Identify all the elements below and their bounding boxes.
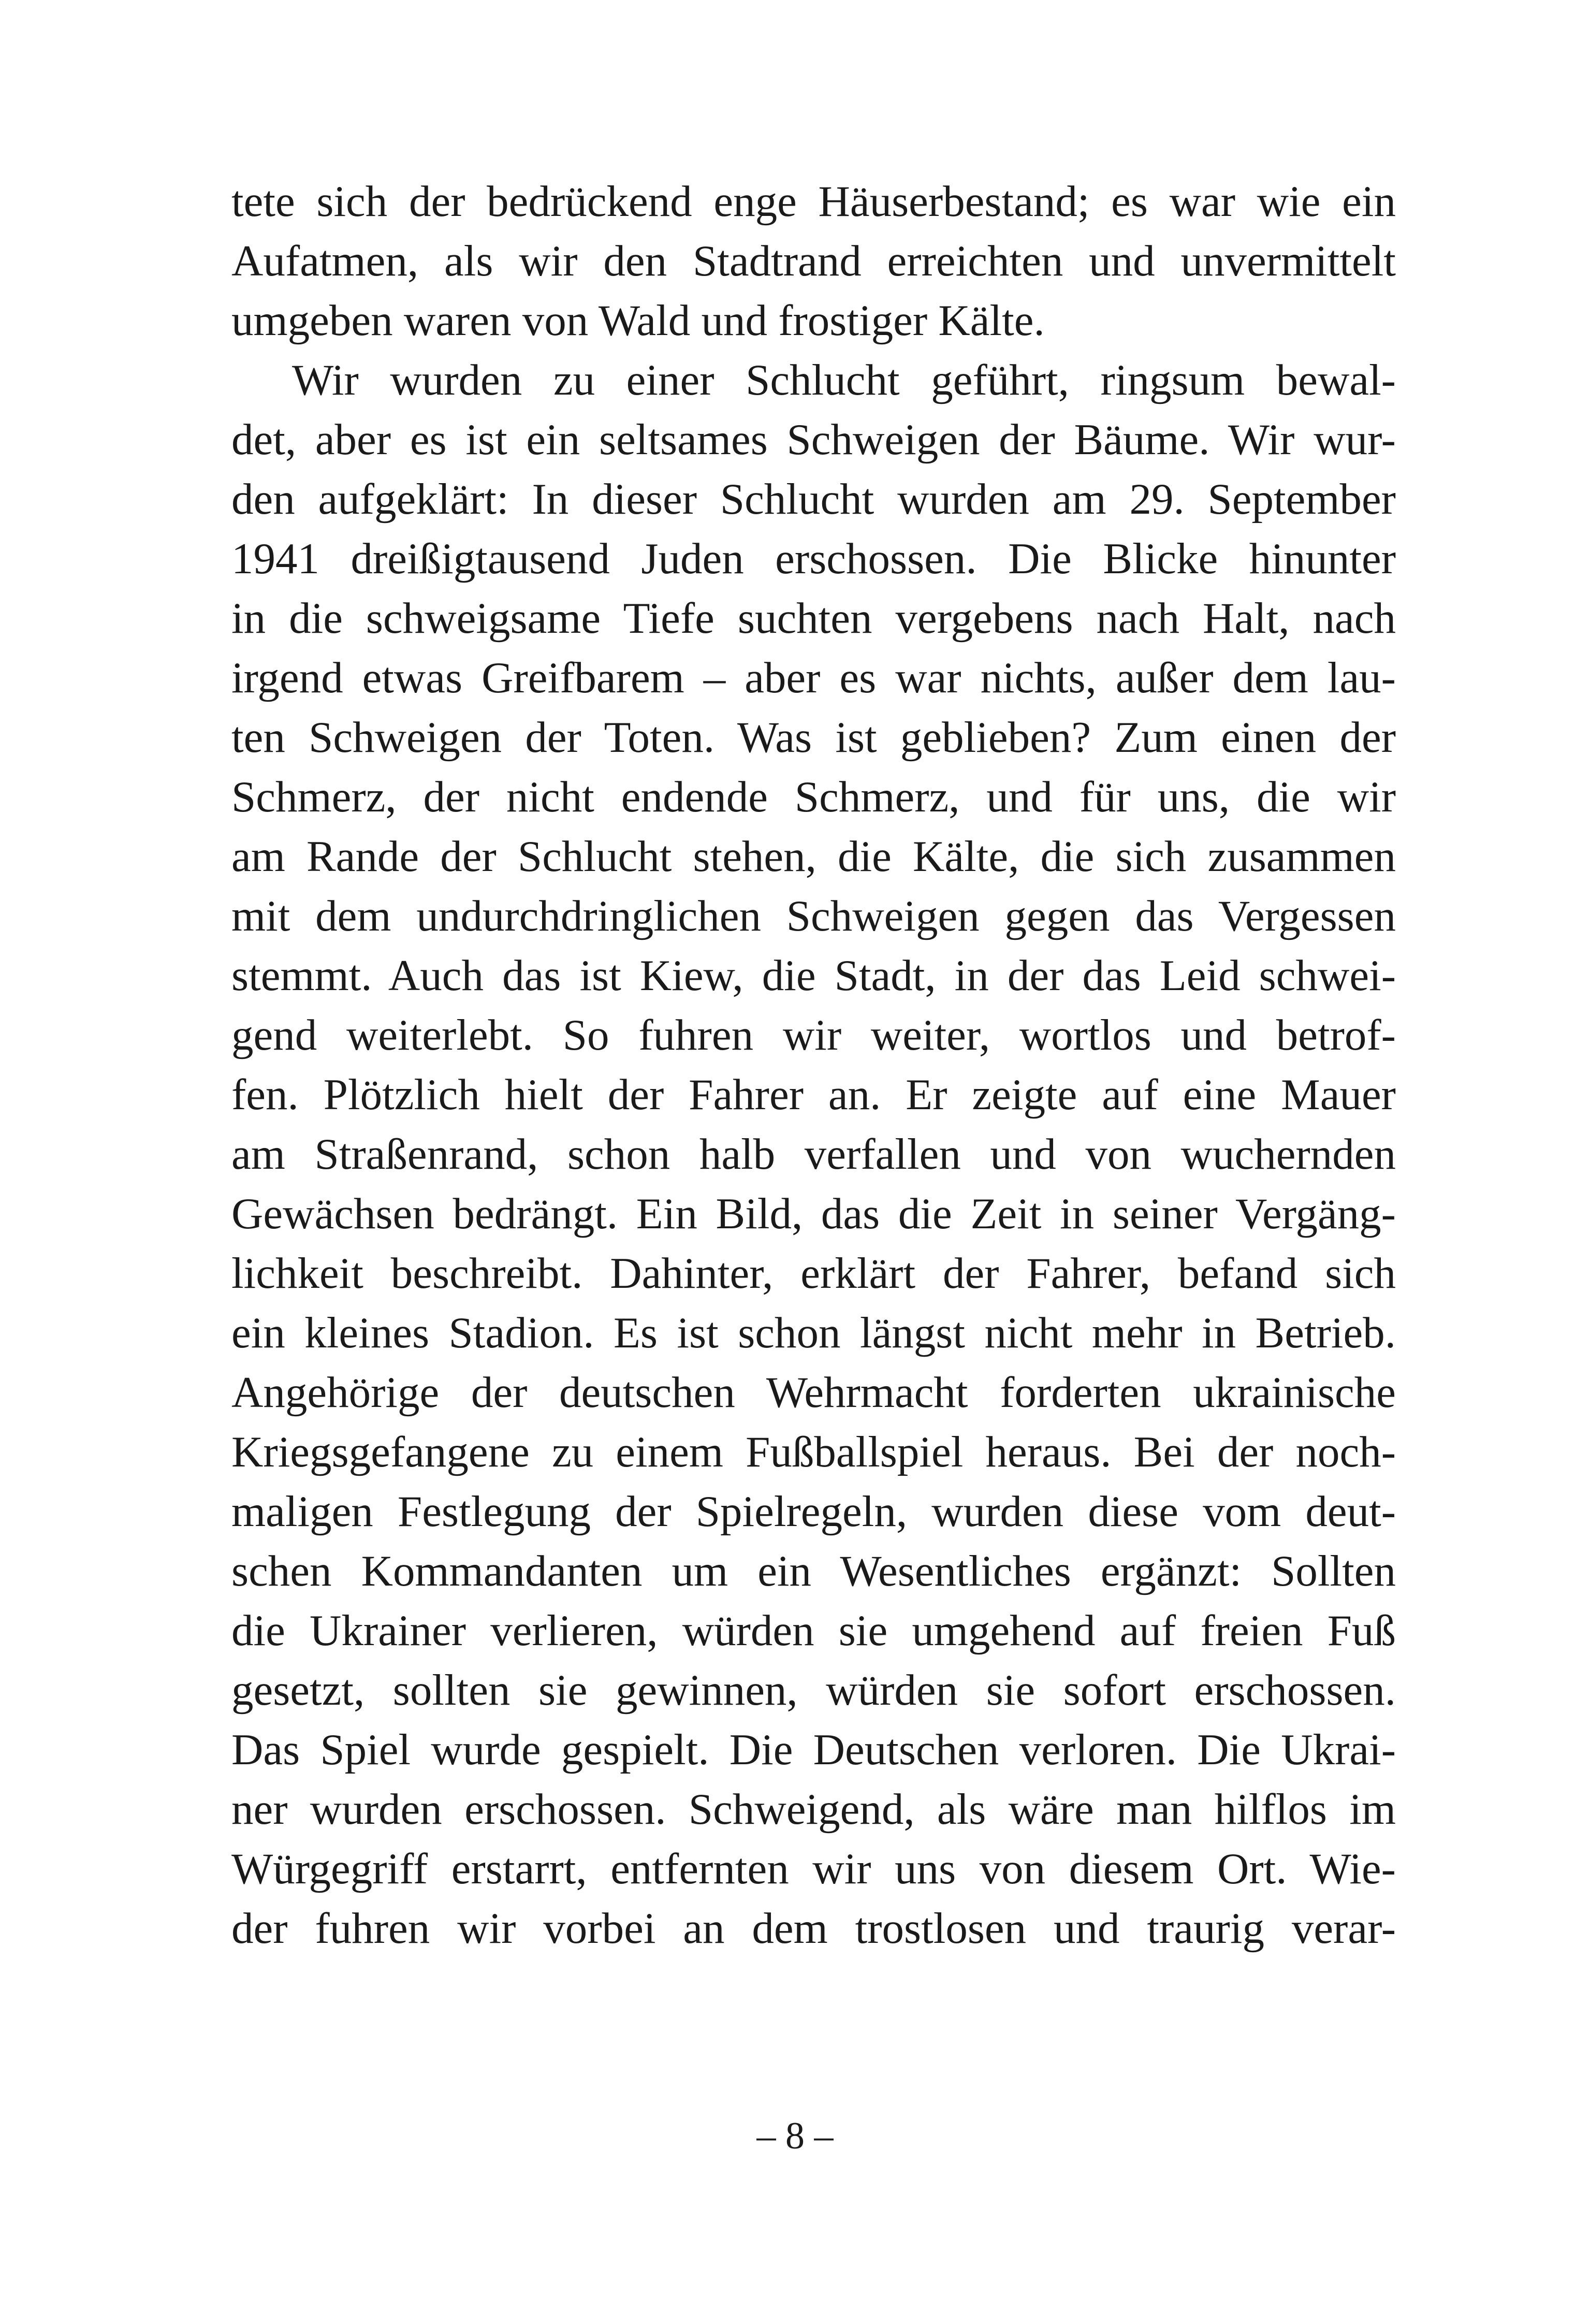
text-line: Schmerz, der nicht endende Schmerz, und für uns, die wir	[231, 773, 1396, 821]
text-line: gend weiterlebt. So fuhren wir weiter, wortlos und betrof-	[231, 1011, 1396, 1059]
text-line: am Rande der Schlucht stehen, die Kälte, die sich zusammen	[231, 832, 1396, 881]
text-line: Gewächsen bedrängt. Ein Bild, das die Zeit in seiner Vergäng-	[231, 1189, 1396, 1238]
text-line: maligen Festlegung der Spielregeln, wurden diese vom deut-	[231, 1487, 1396, 1536]
text-line: fen. Plötzlich hielt der Fahrer an. Er zeigte auf eine Mauer	[231, 1070, 1396, 1119]
text-line: Würgegriff erstarrt, entfernten wir uns von diesem Ort. Wie-	[231, 1844, 1396, 1893]
text-line: ner wurden erschossen. Schweigend, als wäre man hilflos im	[231, 1785, 1396, 1834]
text-line: det, aber es ist ein seltsames Schweigen der Bäume. Wir wur-	[231, 415, 1396, 464]
text-line: irgend etwas Greifbarem – aber es war nichts, außer dem lau-	[231, 653, 1396, 702]
page-number: – 8 –	[756, 2115, 834, 2157]
text-line: schen Kommandanten um ein Wesentliches ergänzt: Sollten	[231, 1547, 1396, 1595]
text-line: 1941 dreißigtausend Juden erschossen. Die Blicke hinunter	[231, 534, 1396, 583]
text-line: der fuhren wir vorbei an dem trostlosen und traurig verar-	[231, 1904, 1396, 1953]
body-text	[231, 172, 1396, 1958]
text-line: tete sich der bedrückend enge Häuserbestand; es war wie ein	[231, 177, 1396, 226]
text-line: die Ukrainer verlieren, würden sie umgehend auf freien Fuß	[231, 1606, 1396, 1655]
text-line: gesetzt, sollten sie gewinnen, würden sie sofort erschossen.	[231, 1666, 1396, 1715]
text-line: stemmt. Auch das ist Kiew, die Stadt, in der das Leid schwei-	[231, 951, 1396, 1000]
text-line: Das Spiel wurde gespielt. Die Deutschen verloren. Die Ukrai-	[231, 1725, 1396, 1774]
text-line: Angehörige der deutschen Wehrmacht forderten ukrainische	[231, 1368, 1396, 1417]
text-line: ten Schweigen der Toten. Was ist geblieben? Zum einen der	[231, 713, 1396, 762]
text-line: Aufatmen, als wir den Stadtrand erreichten und unvermittelt	[231, 237, 1396, 285]
text-line: Kriegsgefangene zu einem Fußballspiel heraus. Bei der noch-	[231, 1428, 1396, 1476]
text-line: ein kleines Stadion. Es ist schon längst nicht mehr in Betrieb.	[231, 1309, 1396, 1357]
text-line: mit dem undurchdringlichen Schweigen gegen das Vergessen	[231, 892, 1396, 940]
paragraph-start-line: Wir wurden zu einer Schlucht geführt, ringsum bewal-	[292, 356, 1396, 404]
text-line: in die schweigsame Tiefe suchten vergebens nach Halt, nach	[231, 594, 1396, 643]
text-line: lichkeit beschreibt. Dahinter, erklärt der Fahrer, befand sich	[231, 1249, 1396, 1298]
text-line: am Straßenrand, schon halb verfallen und von wuchernden	[231, 1130, 1396, 1179]
text-line: den aufgeklärt: In dieser Schlucht wurden am 29. September	[231, 475, 1396, 524]
text-line: umgeben waren von Wald und frostiger Kälte.	[231, 296, 1045, 345]
